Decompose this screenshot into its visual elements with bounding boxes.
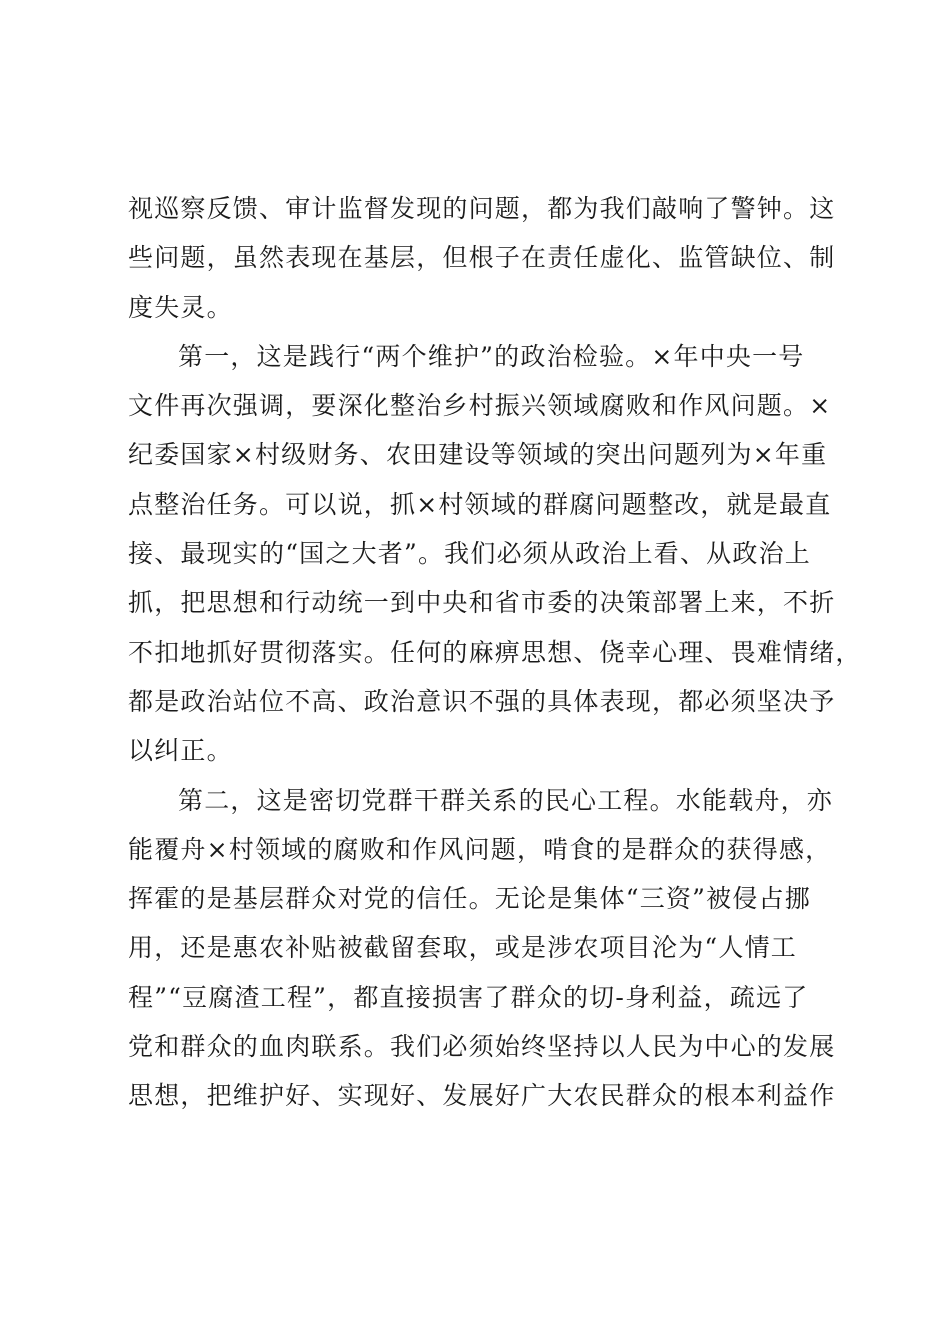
body-text [128, 184, 862, 1121]
text-line: 度失灵。 [128, 292, 233, 322]
paragraph-first-line: 第一，这是践行“两个维护”的政治检验。×年中央一号 [178, 341, 805, 371]
text-line: 纪委国家×村级财务、农田建设等领域的突出问题列为×年重 [128, 440, 828, 470]
text-line: 都是政治站位不高、政治意识不强的具体表现，都必须坚决予 [128, 686, 836, 716]
text-line: 文件再次强调，要深化整治乡村振兴领域腐败和作风问题。× [128, 391, 832, 421]
text-line: 些问题，虽然表现在基层，但根子在责任虚化、监管缺位、制 [128, 243, 836, 273]
text-line: 程”“豆腐渣工程”，都直接损害了群众的切-身利益，疏远了 [128, 982, 809, 1012]
text-line: 视巡察反馈、审计监督发现的问题，都为我们敲响了警钟。这 [128, 194, 836, 223]
text-line: 用，还是惠农补贴被截留套取，或是涉农项目沦为“人情工 [128, 933, 797, 963]
text-line: 以纠正。 [128, 736, 233, 766]
text-line: 接、最现实的“国之大者”。我们必须从政治上看、从政治上 [128, 539, 811, 569]
text-line: 不扣地抓好贯彻落实。任何的麻痹思想、侥幸心理、畏难情绪， [128, 637, 862, 667]
text-line: 抓，把思想和行动统一到中央和省市委的决策部署上来，不折 [128, 588, 836, 618]
text-line: 思想，把维护好、实现好、发展好广大农民群众的根本利益作 [128, 1081, 836, 1111]
text-line: 能覆舟×村领域的腐败和作风问题，啃食的是群众的获得感， [128, 834, 832, 864]
text-line: 点整治任务。可以说，抓×村领域的群腐问题整改，就是最直 [128, 489, 832, 519]
paragraph-first-line: 第二，这是密切党群干群关系的民心工程。水能载舟，亦 [178, 785, 834, 815]
text-line: 党和群众的血肉联系。我们必须始终坚持以人民为中心的发展 [128, 1032, 836, 1062]
text-line: 挥霍的是基层群众对党的信任。无论是集体“三资”被侵占挪 [128, 884, 811, 914]
